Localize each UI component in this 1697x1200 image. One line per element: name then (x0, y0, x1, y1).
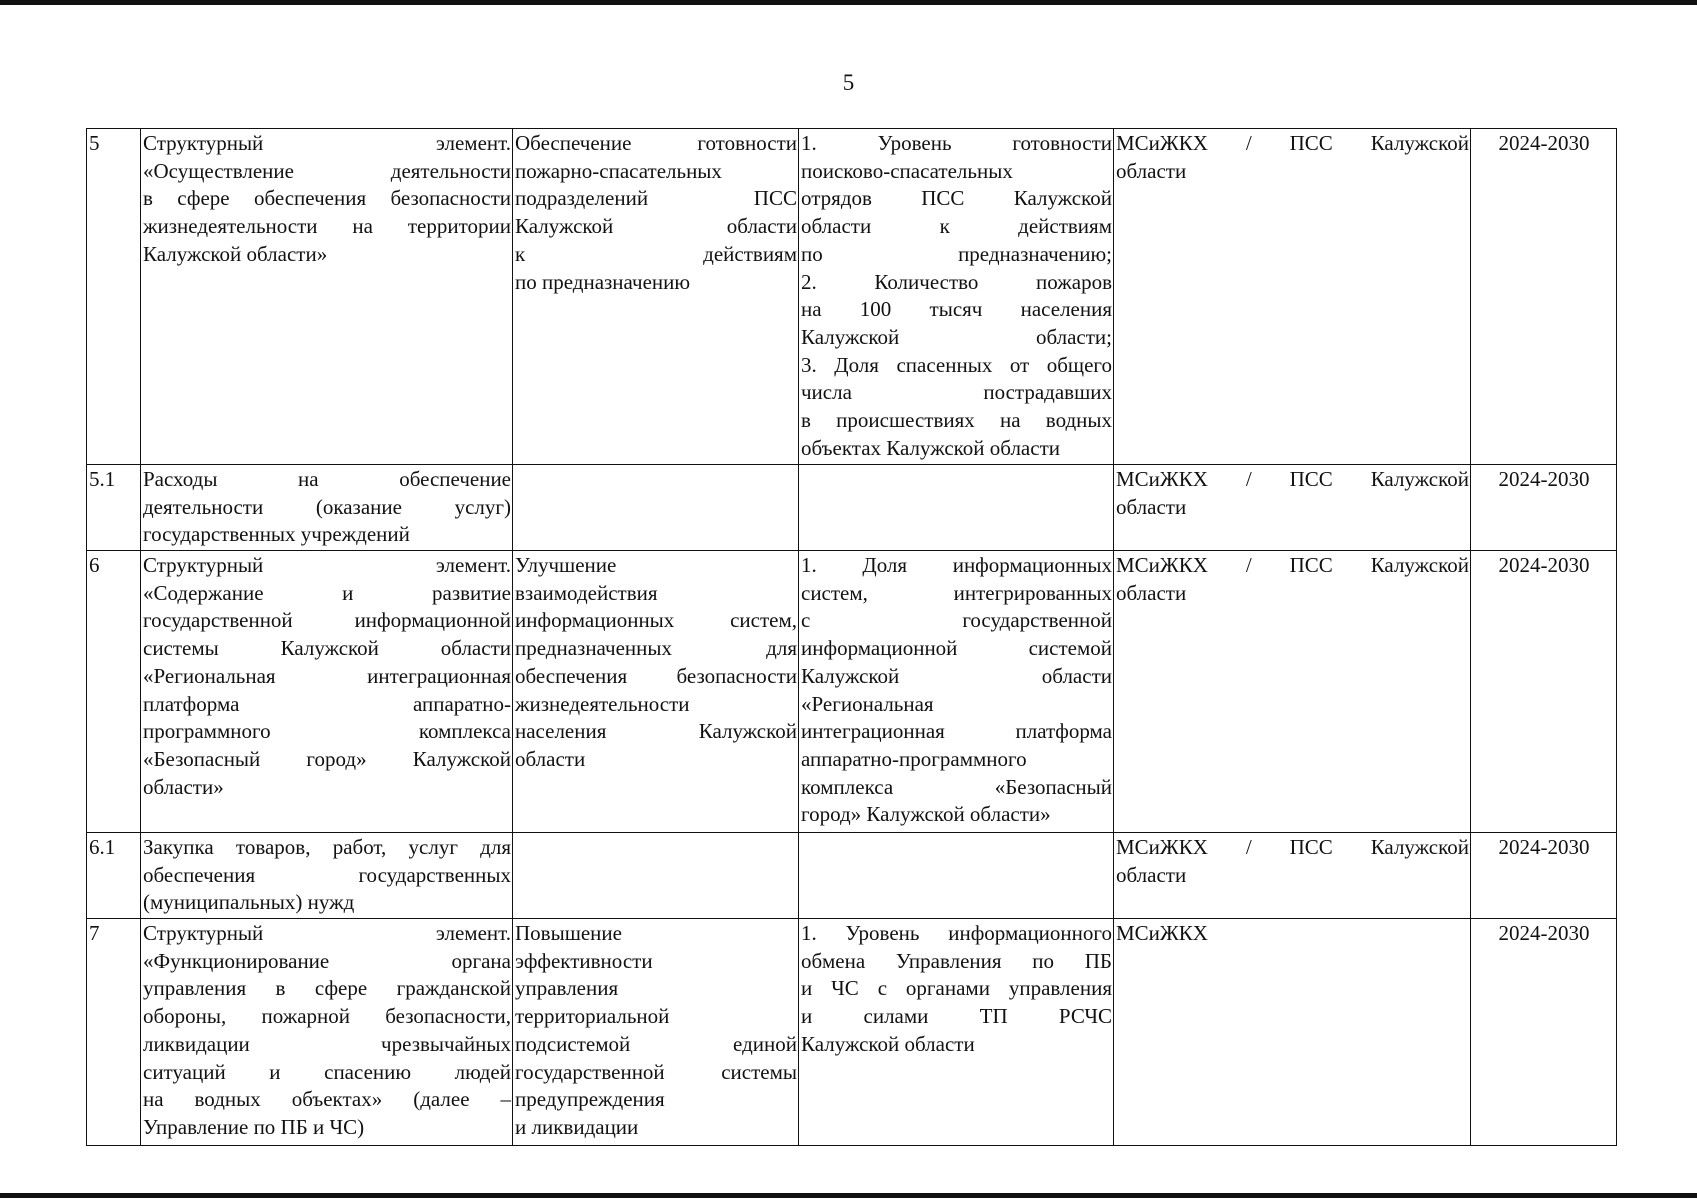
indicator-line: в происшествиях на водных (801, 408, 1112, 433)
indicator-cell (799, 919, 1114, 1146)
indicator-line: области к действиям (801, 214, 1112, 239)
element-name-line: «Осуществление деятельности (143, 158, 511, 183)
task-line: Обеспечение готовности (515, 131, 797, 155)
indicator-cell (799, 465, 1114, 551)
responsible-region: Калужской (1370, 835, 1469, 859)
task-cell (513, 833, 799, 919)
period-value: 2024-2030 (1498, 835, 1590, 859)
responsible-org: МСиЖКХ (1116, 467, 1208, 491)
element-name-cell (141, 551, 513, 833)
element-name-line: «Функционирование органа (143, 948, 511, 973)
task-cell (513, 551, 799, 833)
indicator-line: 1. Уровень готовности (801, 131, 1112, 155)
responsible-line (1116, 834, 1469, 862)
responsible-cell (1114, 465, 1471, 551)
element-name-cell (141, 833, 513, 919)
task-line: взаимодействия (515, 580, 658, 605)
task-line: подразделений ПСС (515, 186, 797, 211)
element-name-line: в сфере обеспечения безопасности (143, 186, 511, 211)
responsible-line (1116, 552, 1469, 580)
row-number: 5 (89, 131, 100, 155)
indicator-line: и силами ТП РСЧС (801, 1004, 1112, 1029)
task-line: населения Калужской (515, 719, 797, 744)
indicator-line: Калужской области; (801, 324, 1112, 349)
responsible-unit: ПСС (1289, 131, 1333, 155)
indicator-line: поисково-спасательных (801, 158, 1013, 183)
indicator-line: Калужской области (801, 1031, 975, 1056)
period-value: 2024-2030 (1498, 467, 1590, 491)
element-name-line: управления в сфере гражданской (143, 976, 511, 1001)
responsible-region: Калужской (1370, 131, 1469, 155)
table-body (87, 129, 1617, 1146)
indicator-line: числа пострадавших (801, 380, 1112, 405)
task-line: государственной системы (515, 1059, 797, 1084)
row-number: 6.1 (89, 835, 116, 859)
table-row (87, 129, 1617, 465)
task-cell (513, 465, 799, 551)
element-name-line: на водных объектах» (далее – (143, 1087, 511, 1112)
responsible-cell (1114, 833, 1471, 919)
indicator-line: объектах Калужской области (801, 435, 1060, 460)
period-cell (1471, 129, 1617, 465)
element-name-cell (141, 465, 513, 551)
responsible-org: МСиЖКХ (1116, 835, 1208, 859)
task-line: предназначенных для (515, 636, 797, 661)
task-line: и ликвидации (515, 1114, 639, 1139)
element-name-line: обороны, пожарной безопасности, (143, 1004, 511, 1029)
indicator-line: и ЧС с органами управления (801, 976, 1112, 1001)
responsible-tail: области (1116, 862, 1187, 887)
row-number: 6 (89, 553, 100, 577)
table-row (87, 465, 1617, 551)
indicator-line: 3. Доля спасенных от общего (801, 352, 1112, 377)
row-number: 5.1 (89, 467, 116, 491)
element-name-line: Закупка товаров, работ, услуг для (143, 835, 511, 859)
responsible-unit: ПСС (1289, 553, 1333, 577)
indicator-line: интеграционная платформа (801, 719, 1112, 744)
element-name-line: Расходы на обеспечение (143, 467, 511, 491)
element-name-line: системы Калужской области (143, 636, 511, 661)
responsible-tail: области (1116, 158, 1187, 183)
row-number: 7 (89, 921, 100, 945)
indicator-line: по предназначению; (801, 241, 1112, 266)
responsible-org: МСиЖКХ (1116, 553, 1208, 577)
element-name-line: жизнедеятельности на территории (143, 214, 511, 239)
scan-top-edge (0, 0, 1697, 5)
indicator-line: отрядов ПСС Калужской (801, 186, 1112, 211)
responsible-line (1116, 920, 1469, 948)
row-number-cell (87, 129, 141, 465)
task-line: подсистемой единой (515, 1031, 797, 1056)
element-name-line: государственной информационной (143, 608, 511, 633)
indicator-line: 1. Уровень информационного (801, 921, 1112, 945)
element-name-line: Структурный элемент. (143, 131, 511, 155)
responsible-cell (1114, 129, 1471, 465)
row-number-cell (87, 919, 141, 1146)
task-line: Улучшение (515, 553, 617, 577)
indicator-line: 1. Доля информационных (801, 553, 1112, 577)
indicator-line: информационной системой (801, 636, 1112, 661)
element-name-line: области» (143, 774, 224, 799)
row-number-cell (87, 833, 141, 919)
responsible-cell (1114, 919, 1471, 1146)
element-name-line: программного комплекса (143, 719, 511, 744)
task-line: обеспечения безопасности (515, 663, 797, 688)
task-line: по предназначению (515, 269, 691, 294)
element-name-line: «Региональная интеграционная (143, 663, 511, 688)
task-cell (513, 129, 799, 465)
responsible-region: Калужской (1370, 467, 1469, 491)
indicator-cell (799, 551, 1114, 833)
task-line: к действиям (515, 241, 797, 266)
task-line: жизнедеятельности (515, 691, 690, 716)
indicator-line: систем, интегрированных (801, 580, 1112, 605)
task-cell (513, 919, 799, 1146)
responsible-line (1116, 130, 1469, 158)
table-row (87, 551, 1617, 833)
task-line: территориальной (515, 1004, 670, 1029)
responsible-region: Калужской (1370, 553, 1469, 577)
task-line: информационных систем, (515, 608, 797, 633)
indicator-line: Калужской области (801, 663, 1112, 688)
row-number-cell (87, 551, 141, 833)
element-name-line: деятельности (оказание услуг) (143, 494, 511, 519)
indicator-cell (799, 833, 1114, 919)
indicator-cell (799, 129, 1114, 465)
element-name-cell (141, 919, 513, 1146)
table-row (87, 919, 1617, 1146)
task-line: пожарно-спасательных (515, 158, 722, 183)
indicator-line: на 100 тысяч населения (801, 297, 1112, 322)
element-name-line: Калужской области» (143, 241, 328, 266)
task-line: Калужской области (515, 214, 797, 239)
responsible-tail: области (1116, 494, 1187, 519)
period-cell (1471, 833, 1617, 919)
responsible-unit: ПСС (1289, 835, 1333, 859)
task-line: управления (515, 976, 619, 1001)
indicator-line: с государственной (801, 608, 1112, 633)
period-value: 2024-2030 (1498, 131, 1590, 155)
responsible-cell (1114, 551, 1471, 833)
responsible-line (1116, 466, 1469, 494)
element-name-line: ликвидации чрезвычайных (143, 1031, 511, 1056)
table-row (87, 833, 1617, 919)
indicator-line: город» Калужской области» (801, 802, 1051, 827)
indicator-line: обмена Управления по ПБ (801, 948, 1112, 973)
task-line: области (515, 746, 586, 771)
period-cell (1471, 551, 1617, 833)
indicator-line: комплекса «Безопасный (801, 774, 1112, 799)
responsible-sep: / (1245, 467, 1252, 491)
responsible-tail: области (1116, 580, 1187, 605)
responsible-sep: / (1245, 835, 1252, 859)
indicator-line: аппаратно-программного (801, 746, 1027, 771)
responsible-sep: / (1245, 553, 1252, 577)
element-name-line: обеспечения государственных (143, 862, 511, 887)
element-name-cell (141, 129, 513, 465)
element-name-line: (муниципальных) нужд (143, 890, 355, 915)
task-line: эффективности (515, 948, 653, 973)
row-number-cell (87, 465, 141, 551)
element-name-line: государственных учреждений (143, 522, 410, 547)
indicator-line: 2. Количество пожаров (801, 269, 1112, 294)
indicator-line: «Региональная (801, 691, 934, 716)
scan-bottom-edge (0, 1193, 1697, 1198)
element-name-line: Управление по ПБ и ЧС) (143, 1114, 365, 1139)
responsible-org: МСиЖКХ (1116, 131, 1208, 155)
task-line: предупреждения (515, 1087, 665, 1112)
period-cell (1471, 465, 1617, 551)
period-cell (1471, 919, 1617, 1146)
element-name-line: платформа аппаратно- (143, 691, 511, 716)
structural-elements-table (86, 128, 1617, 1146)
element-name-line: Структурный элемент. (143, 553, 511, 577)
period-value: 2024-2030 (1498, 921, 1590, 945)
element-name-line: «Безопасный город» Калужской (143, 746, 511, 771)
element-name-line: «Содержание и развитие (143, 580, 511, 605)
task-line: Повышение (515, 921, 622, 945)
element-name-line: Структурный элемент. (143, 921, 511, 945)
element-name-line: ситуаций и спасению людей (143, 1059, 511, 1084)
responsible-sep: / (1245, 131, 1252, 155)
responsible-unit: ПСС (1289, 467, 1333, 491)
responsible-org: МСиЖКХ (1116, 921, 1208, 945)
period-value: 2024-2030 (1498, 553, 1590, 577)
page-number: 5 (842, 70, 855, 95)
